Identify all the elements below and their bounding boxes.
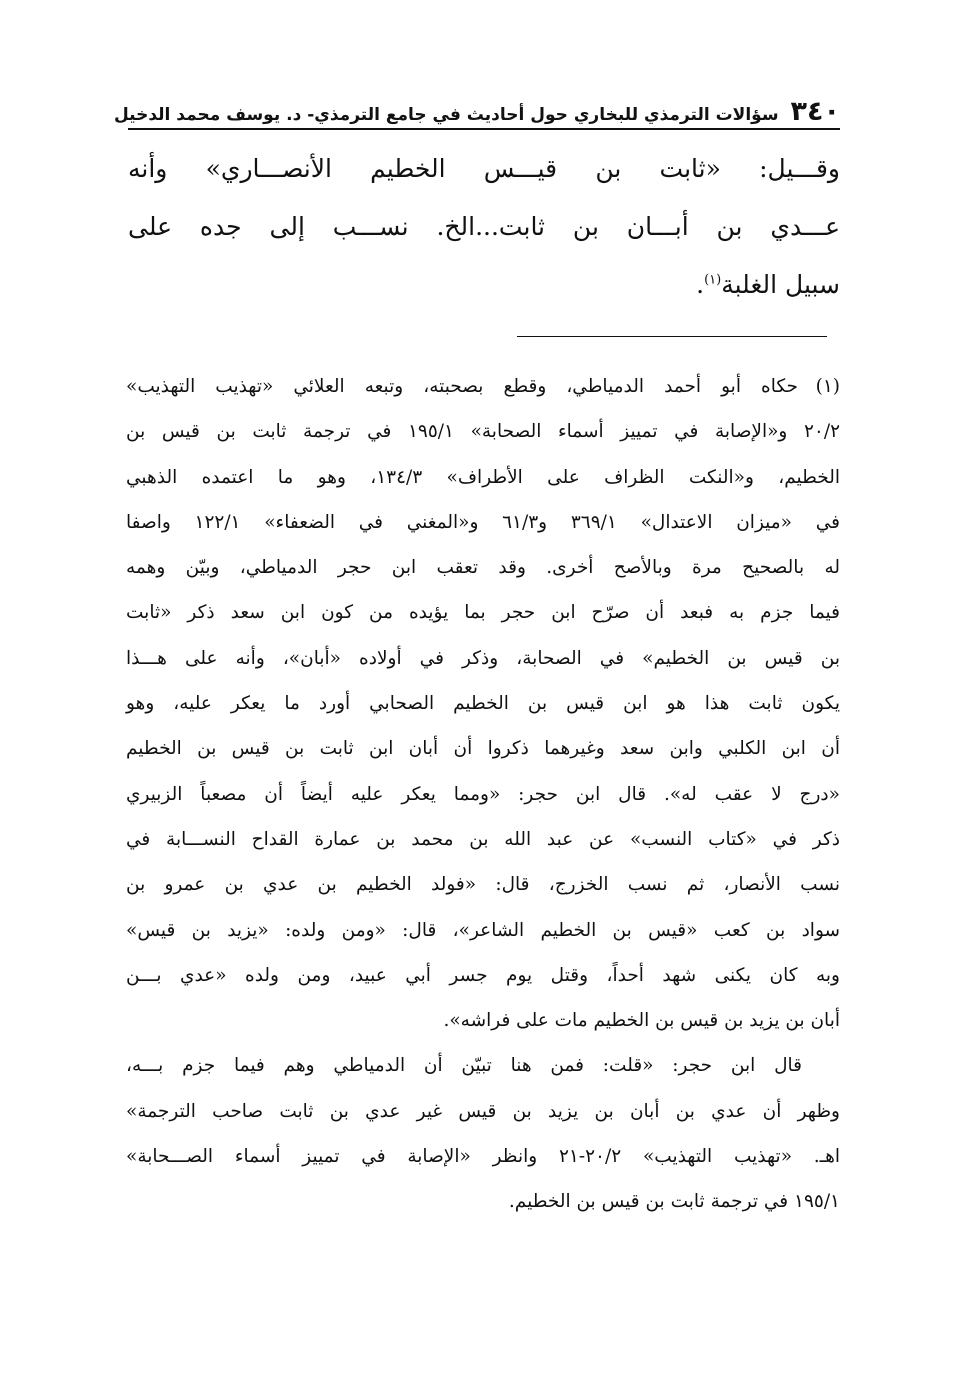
- footnote-line: اهـ. «تهذيب التهذيب» ٢٠/٢-٢١ وانظر «الإصابة في تمييز أسماء الصـــحابة»: [126, 1146, 840, 1168]
- page-header: [113, 92, 840, 130]
- footnote-line: له بالصحيح مرة وبالأصح أخرى. وقد تعقب ابن حجر الدمياطي، وبيّن وهمه: [126, 557, 840, 579]
- main-text-line: سبيل الغلبة: [721, 270, 840, 299]
- running-title: سؤالات الترمذي للبخاري حول أحاديث في جامع الترمذي- د. يوسف محمد الدخيل: [113, 104, 779, 125]
- footnote-line: سواد بن كعب «قيس بن الخطيم الشاعر»، قال: «ومن ولده: «يزيد بن قيس»: [126, 919, 840, 941]
- footnote-line: ١٩٥/١ في ترجمة ثابت بن قيس بن الخطيم.: [508, 1191, 840, 1213]
- footnote-number: (١): [815, 376, 840, 397]
- main-text-line: وقـــيل: «ثابت بن قيـــس الخطيم الأنصـــاري» وأنه: [128, 154, 840, 183]
- final-period: .: [696, 270, 705, 299]
- footnote-separator: [517, 336, 827, 337]
- footnote-line: في «ميزان الاعتدال» ٣٦٩/١ و٦١/٣ و«المغني في الضعفاء» ١٢٢/١ واصفا: [126, 511, 840, 533]
- footnote-line: وبه كان يكنى شهد أحداً، وقتل يوم جسر أبي عبيد، ومن ولده «عدي بـــن: [126, 964, 840, 986]
- footnote-line: يكون ثابت هذا هو ابن قيس بن الخطيم الصحابي أورد ما يعكر عليه، وهو: [126, 693, 840, 715]
- footnote-line: بن قيس بن الخطيم» في الصحابة، وذكر في أولاده «أبان»، وأنه على هـــذا: [126, 647, 840, 669]
- footnote-line: نسب الأنصار، ثم نسب الخزرج، قال: «فولد الخطيم بن عدي بن عمرو بن: [126, 874, 840, 896]
- footnote-line: الخطيم، و«النكت الظراف على الأطراف» ١٣٤/٣، وهو ما اعتمده الذهبي: [126, 466, 840, 488]
- footnote-line: أن ابن الكلبي وابن سعد وغيرهما ذكروا أن أبان ابن ثابت بن قيس بن الخطيم: [126, 738, 840, 760]
- footnote-paragraph-2: [126, 1043, 840, 1224]
- footnote-body-continued: [126, 409, 840, 1043]
- main-text-line-last: [128, 256, 840, 314]
- footnote-line: أبان بن يزيد بن قيس بن الخطيم مات على فراشه».: [443, 1010, 840, 1032]
- footnote-line: حكاه أبو أحمد الدمياطي، وقطع بصحبته، وتبعه العلائي «تهذيب التهذيب»: [126, 376, 798, 397]
- footnote-body: [126, 364, 798, 409]
- footnote-line: «درج لا عقب له». قال ابن حجر: «ومما يعكر عليه أيضاً أن مصعباً الزبيري: [126, 783, 840, 805]
- page-number: ٣٤٠: [790, 96, 840, 127]
- footnote-line: فيما جزم به فبعد أن صرّح ابن حجر بما يؤيده من كون ابن سعد ذكر «ثابت: [126, 602, 840, 624]
- footnote-line: ذكر في «كتاب النسب» عن عبد الله بن محمد بن عمارة القداح النســـابة في: [126, 828, 840, 850]
- main-text: [128, 140, 840, 314]
- footnote-line: ٢٠/٢ و«الإصابة في تمييز أسماء الصحابة» ١٩٥/١ في ترجمة ثابت بن قيس بن: [126, 421, 841, 443]
- footnote-line: قال ابن حجر: «قلت: فمن هنا تبيّن أن الدمياطي وهم فيما جزم بـــه،: [126, 1055, 802, 1077]
- footnote-line: وظهر أن عدي بن أبان بن يزيد بن قيس غير عدي بن ثابت صاحب الترجمة»: [126, 1100, 840, 1122]
- footnote: [126, 364, 840, 1225]
- main-text-line: عـــدي بن أبـــان بن ثابت...الخ. نســـب إلى جده على: [128, 212, 840, 241]
- footnote-reference[interactable]: (١): [704, 272, 722, 288]
